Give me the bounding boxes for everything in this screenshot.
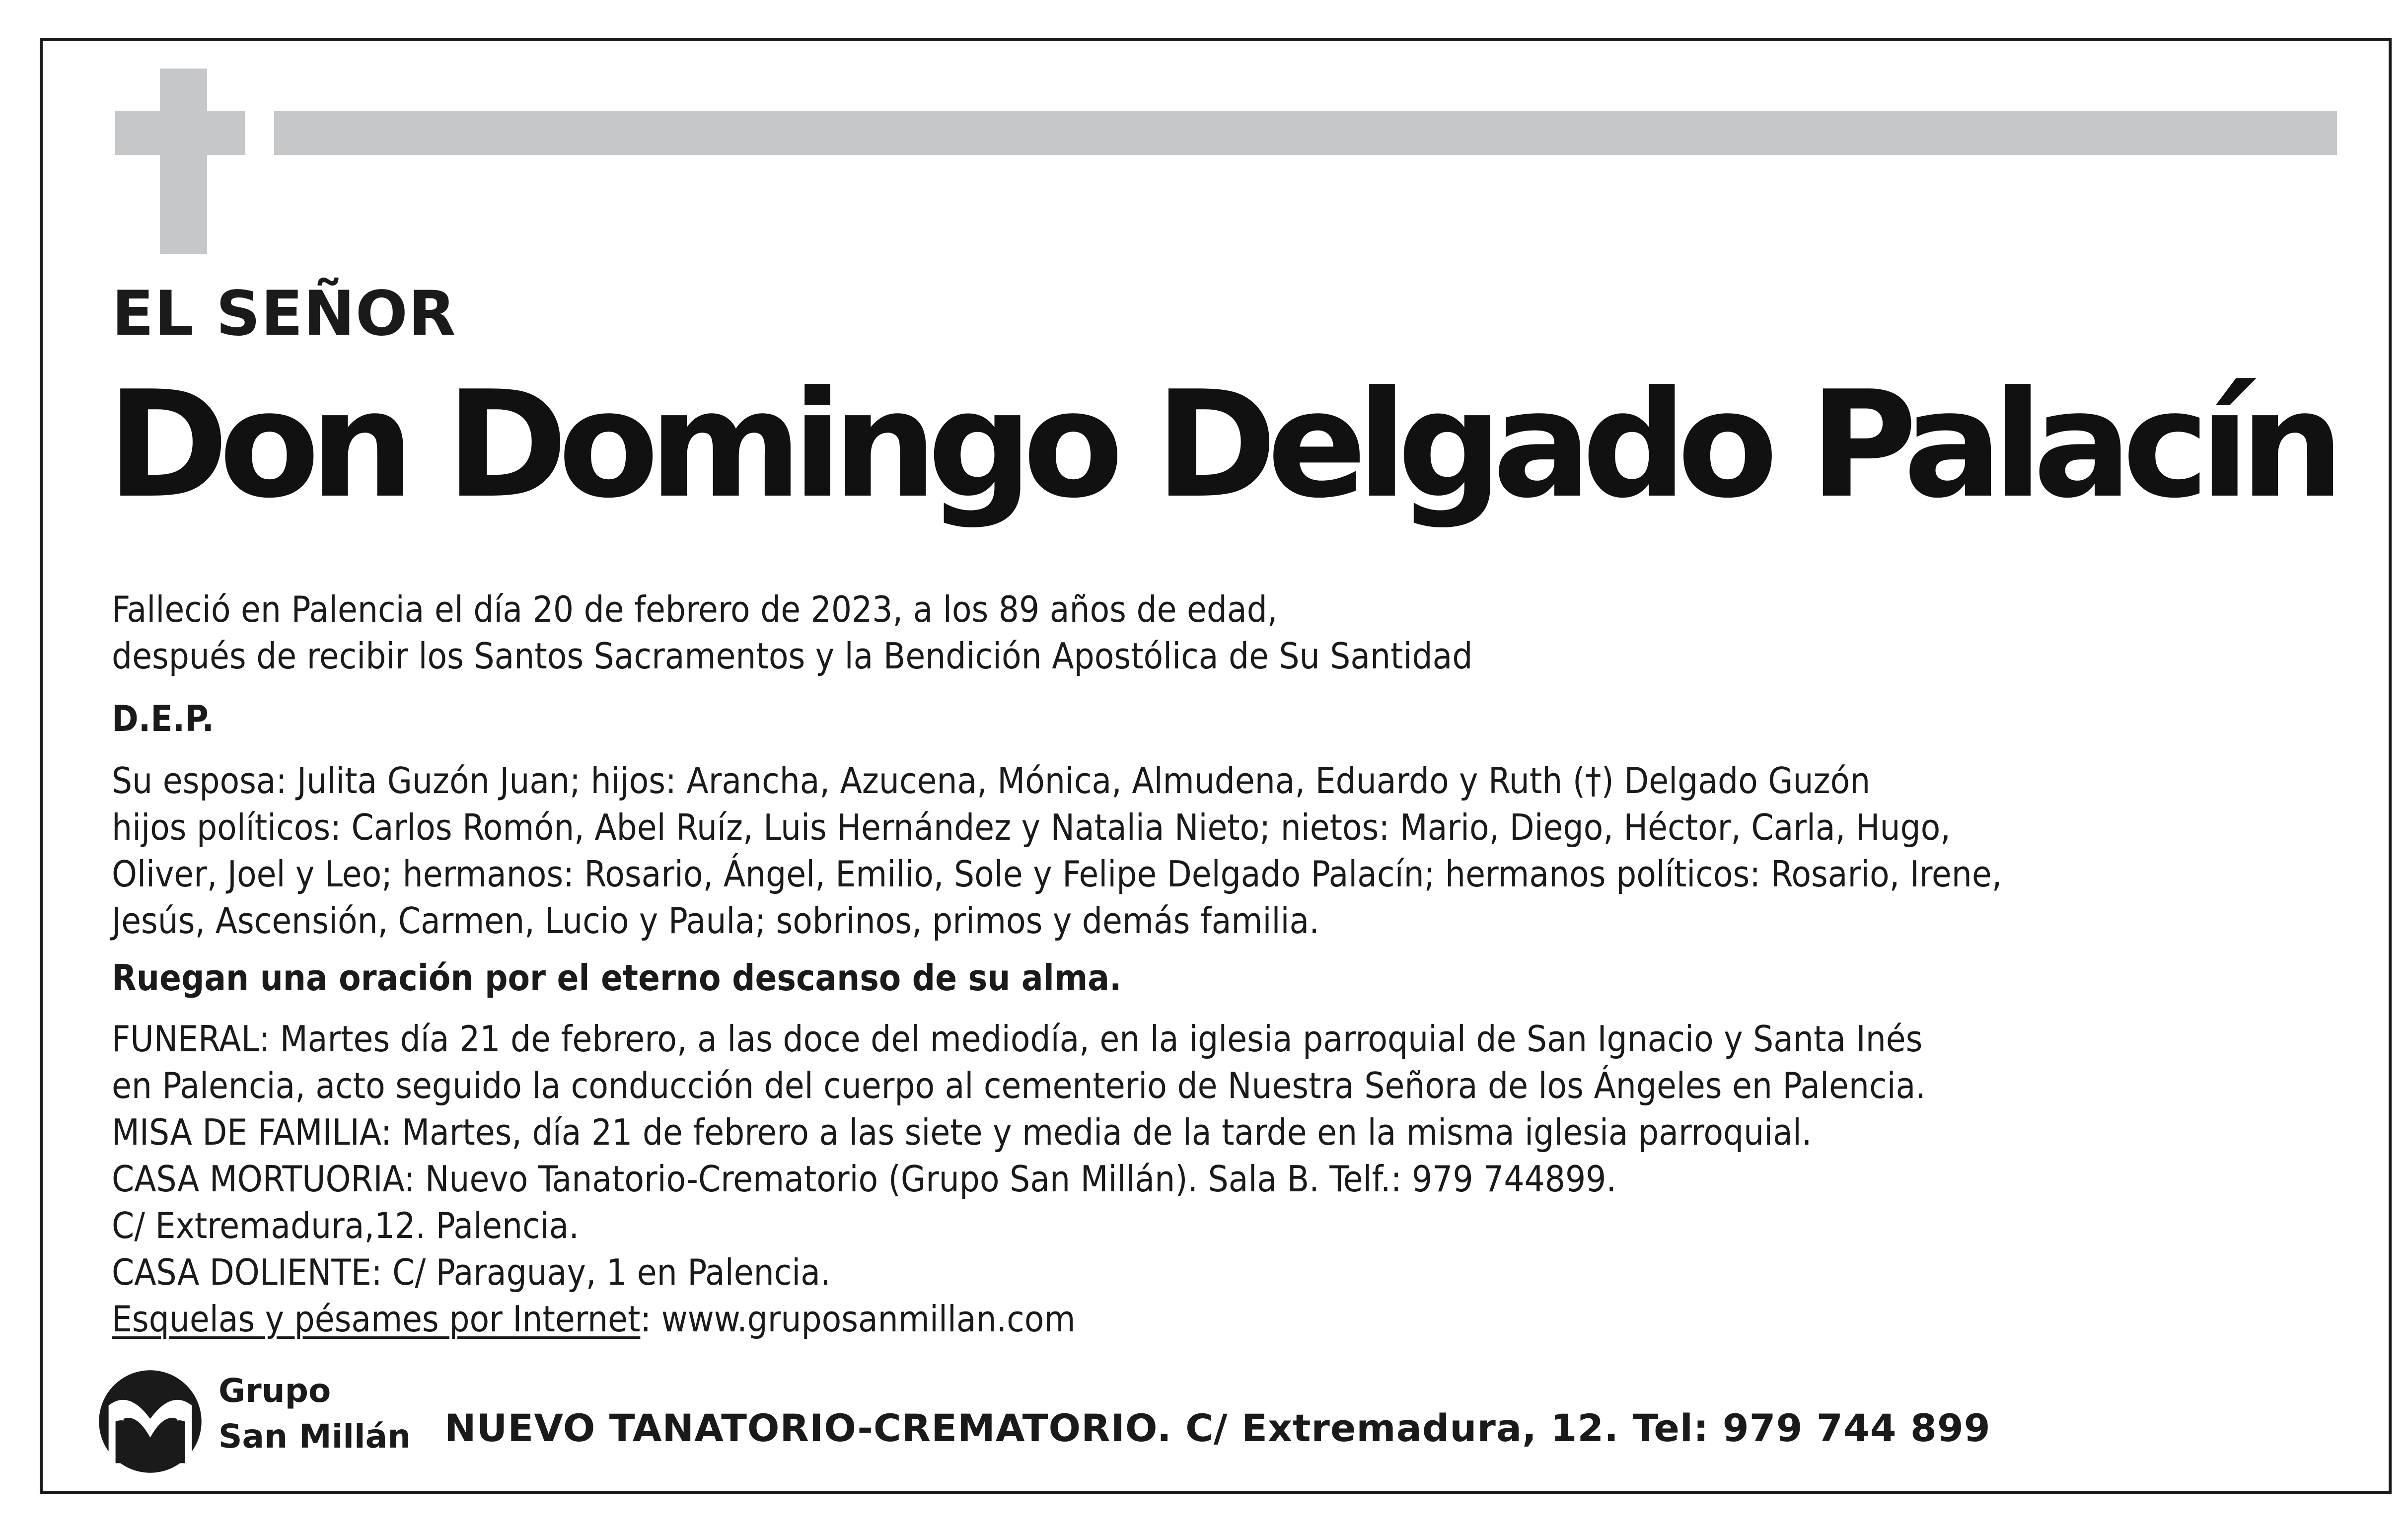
- bereaved-home-line: CASA DOLIENTE: C/ Paraguay, 1 en Palencia.: [112, 1251, 831, 1293]
- internet-line: [112, 1296, 1926, 1342]
- cross-icon-horizontal: [115, 111, 245, 155]
- header-bar: [274, 111, 2337, 155]
- announcement-line: después de recibir los Santos Sacramentos y la Bendición Apostólica de Su Santidad: [112, 635, 1473, 677]
- san-millan-logo-icon: [97, 1368, 204, 1475]
- family-line: Jesús, Ascensión, Carmen, Lucio y Paula; sobrinos, primos y demás familia.: [112, 900, 1319, 942]
- mortuary-address-line: C/ Extremadura,12. Palencia.: [112, 1205, 579, 1246]
- family-line: Oliver, Joel y Leo; hermanos: Rosario, Ángel, Emilio, Sole y Felipe Delgado Palacín; hermanos políticos: Rosario, Irene,: [112, 853, 2002, 895]
- mortuary-line: CASA MORTUORIA: Nuevo Tanatorio-Crematorio (Grupo San Millán). Sala B. Telf.: 979 744899.: [112, 1158, 1616, 1200]
- deceased-name: Don Domingo Delgado Palacín: [107, 359, 2335, 530]
- logo-line-2: San Millán: [219, 1417, 411, 1456]
- logo-line-1: Grupo: [219, 1372, 331, 1410]
- death-announcement: [112, 586, 1473, 679]
- family-line: hijos políticos: Carlos Romón, Abel Ruíz, Luis Hernández y Natalia Nieto; nietos: Mario, Diego, Héctor, Carla, Hugo,: [112, 806, 1951, 848]
- funeral-line-continued: en Palencia, acto seguido la conducción del cuerpo al cementerio de Nuestra Señora de los Ángeles en Palencia.: [112, 1065, 1926, 1106]
- cross-icon-vertical: [160, 69, 207, 254]
- announcement-line: Falleció en Palencia el día 20 de febrero de 2023, a los 89 años de edad,: [112, 588, 1278, 630]
- logo-wordmark: [219, 1368, 411, 1460]
- family-line: Su esposa: Julita Guzón Juan; hijos: Arancha, Azucena, Mónica, Almudena, Eduardo y Ruth (†) Delgado Guzón: [112, 760, 1871, 802]
- family-list: [112, 757, 2002, 944]
- prayer-request: Ruegan una oración por el eterno descanso de su alma.: [112, 957, 1122, 999]
- footer-address: NUEVO TANATORIO-CREMATORIO. C/ Extremadura, 12. Tel: 979 744 899: [444, 1406, 1991, 1450]
- internet-label: Esquelas y pésames por Internet: [112, 1298, 641, 1340]
- dep-label: D.E.P.: [112, 698, 215, 739]
- internet-url[interactable]: : www.gruposanmillan.com: [640, 1298, 1076, 1340]
- heading-title: EL SEÑOR: [112, 278, 456, 350]
- service-details: [112, 1016, 1926, 1342]
- funeral-line: FUNERAL: Martes día 21 de febrero, a las doce del mediodía, en la iglesia parroquial de San Ignacio y Santa Inés: [112, 1018, 1923, 1060]
- family-mass-line: MISA DE FAMILIA: Martes, día 21 de febrero a las siete y media de la tarde en la misma iglesia parroquial.: [112, 1111, 1812, 1153]
